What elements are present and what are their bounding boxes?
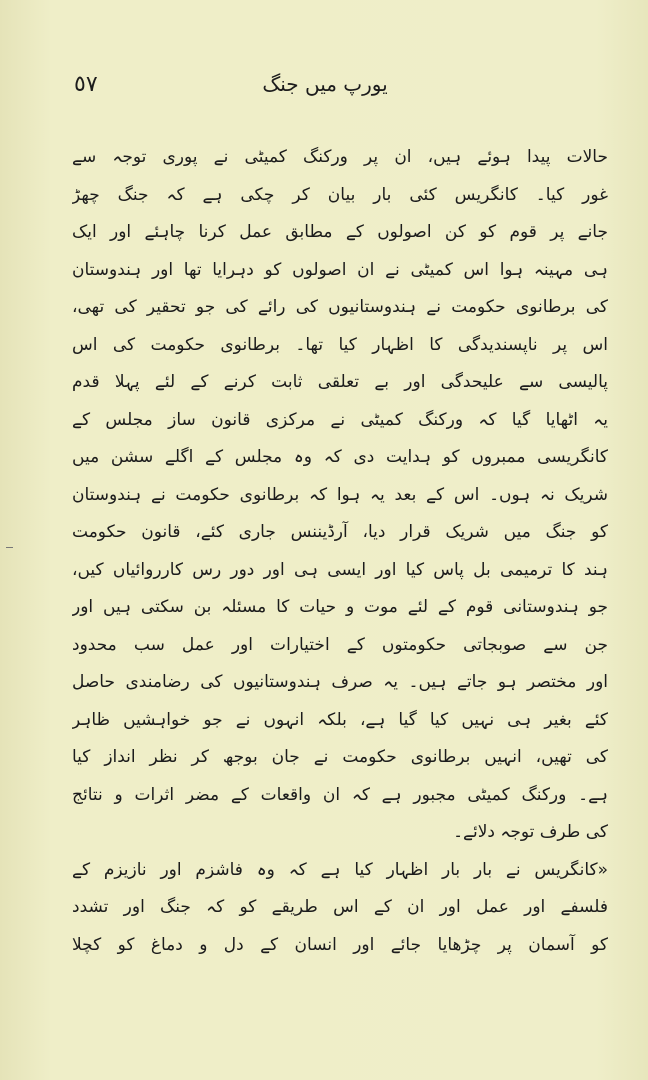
text-line: کو جنگ میں شریک قرار دیا، آرڈیننس جاری کئے، قانون حکومت (72, 522, 608, 542)
paragraph-2 (72, 852, 608, 965)
text-line: پالیسی سے علیحدگی اور بے تعلقی ثابت کرنے کے لئے پہلا قدم (72, 372, 608, 392)
margin-mark (6, 547, 13, 548)
text-line: ہند کا ترمیمی بل پاس کیا اور ایسی ہی اور دور رس کارروائیاں کیں، (72, 559, 608, 580)
page-number: ٥٧ (74, 72, 98, 97)
text-line: اور مختصر ہو جاتے ہیں۔ یہ صرف ہندوستانیوں کی رضامندی حاصل (72, 672, 608, 692)
text-line: ہے۔ ورکنگ کمیٹی مجبور ہے کہ ان واقعات کے مضر اثرات و نتائج (72, 784, 608, 805)
text-line: اس پر ناپسندیدگی کا اظہار کیا تھا۔ برطانوی حکومت کی اس (72, 334, 608, 355)
text-line: کی طرف توجہ دلائے۔ (453, 822, 608, 842)
body-text (72, 139, 608, 964)
text-line: ہی مہینہ ہوا اس کمیٹی نے ان اصولوں کو دہرایا تھا اور ہندوستان (72, 259, 608, 280)
text-line: جو ہندوستانی قوم کے لئے موت و حیات کا مسئلہ بن سکتی ہیں اور (72, 597, 608, 617)
text-line: کی برطانوی حکومت نے ہندوستانیوں کی رائے کی جو تحقیر کی تھی، (72, 297, 608, 317)
text-line: کی تھیں، انہیں برطانوی حکومت نے جان بوجھ کر نظر انداز کیا (72, 747, 608, 767)
text-line: شریک نہ ہوں۔ اس کے بعد یہ ہوا کہ برطانوی حکومت نے ہندوستان (72, 484, 608, 505)
paragraph-1 (72, 139, 608, 852)
text-line: کانگریسی ممبروں کو ہدایت دی کہ وہ مجلس کے اگلے سشن میں (72, 447, 608, 467)
text-line: غور کیا۔ کانگریس کئی بار بیان کر چکی ہے کہ جنگ چھڑ (72, 184, 608, 205)
text-line: «کانگریس نے بار بار اظہار کیا ہے کہ وہ فاشزم اور نازیزم کے (72, 859, 608, 880)
text-line: جانے پر قوم کو کن اصولوں کے مطابق عمل کرنا چاہئے اور ایک (72, 222, 608, 242)
text-line: فلسفے اور عمل اور ان کے اس طریقے کو کہ جنگ اور تشدد (72, 897, 608, 917)
text-line: کئے بغیر ہی نہیں کیا گیا ہے، بلکہ انہوں نے جو خواہشیں ظاہر (72, 709, 608, 730)
text-line: یہ اٹھایا گیا کہ ورکنگ کمیٹی نے مرکزی قانون ساز مجلس کے (72, 409, 608, 430)
text-line: جن سے صوبجاتی حکومتوں کے اختیارات اور عمل سب محدود (72, 634, 608, 655)
text-line: کو آسمان پر چڑھایا جائے اور انسان کے دل و دماغ کو کچلا (72, 934, 608, 955)
text-line: حالات پیدا ہوئے ہیں، ان پر ورکنگ کمیٹی نے پوری توجہ سے (72, 147, 608, 167)
running-head: یورپ میں جنگ (262, 72, 388, 96)
